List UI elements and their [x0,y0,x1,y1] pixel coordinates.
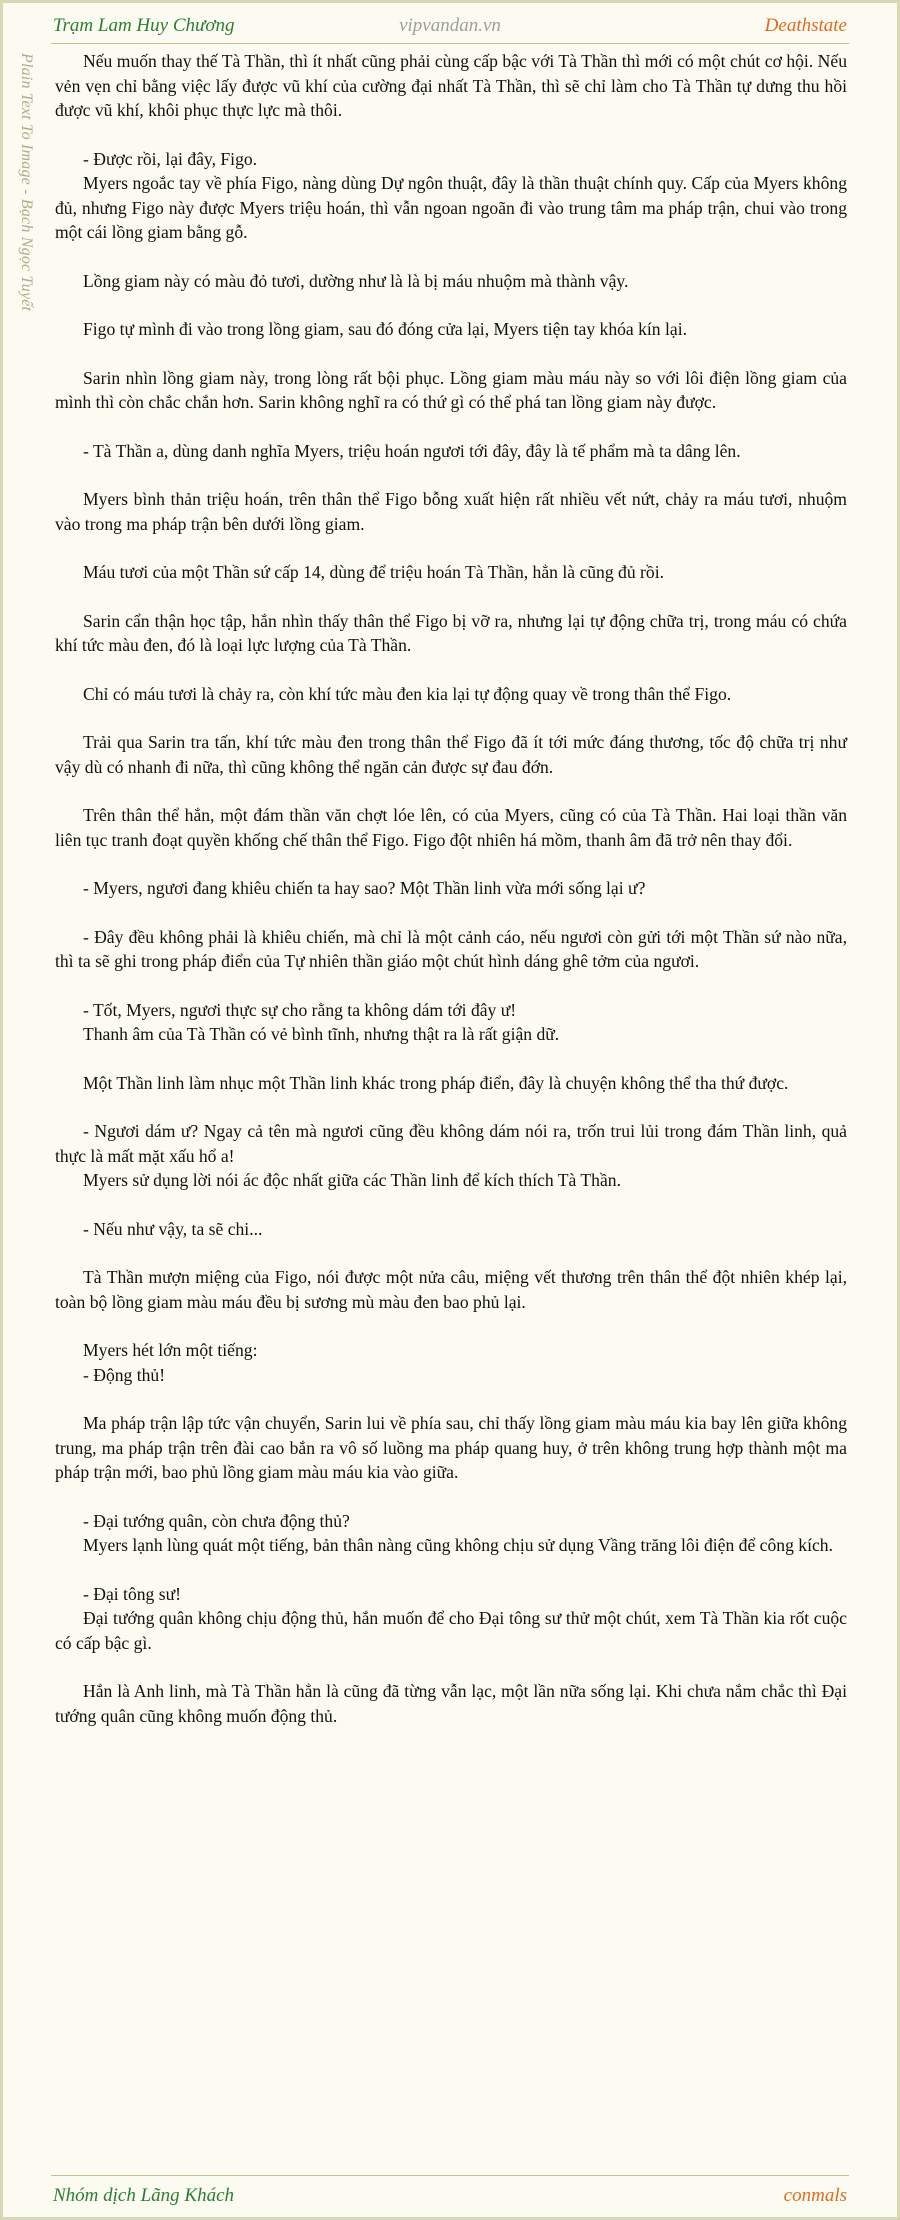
paragraph-gap [55,658,847,682]
paragraph: Trải qua Sarin tra tấn, khí tức màu đen trong thân thể Figo đã ít tới mức đáng thương, tốc độ chữa trị như vậy dù có nhanh đi nữa, thì cũng không thể ngăn cản được sự đau đớn. [55,732,847,777]
paragraph-gap [55,1558,847,1582]
paragraph: Myers sử dụng lời nói ác độc nhất giữa các Thần linh để kích thích Tà Thần. [83,1170,621,1190]
paragraph-gap [55,463,847,487]
paragraph-gap [55,585,847,609]
paragraph-gap [55,1314,847,1338]
page-header [53,15,847,39]
paragraph-gap [55,901,847,925]
paragraph: Chỉ có máu tươi là chảy ra, còn khí tức màu đen kia lại tự động quay về trong thân thể Figo. [83,683,732,704]
paragraph: Myers bình thản triệu hoán, trên thân thể Figo bỗng xuất hiện rất nhiều vết nứt, chảy ra máu tươi, nhuộm vào trong ma pháp trận bên dưới lồng giam. [55,489,847,534]
footer-translator-group: Nhóm dịch Lãng Khách [53,2185,235,2206]
paragraph: - Tà Thần a, dùng danh nghĩa Myers, triệu hoán ngươi tới đây, đây là tế phẩm mà ta dâng lên. [83,440,741,461]
paragraph: - Động thủ! [83,1364,166,1385]
paragraph: Nếu muốn thay thế Tà Thần, thì ít nhất cũng phải cùng cấp bậc với Tà Thần thì mới có một chút cơ hội. Nếu vẻn vẹn chỉ bằng việc lấy được vũ khí của cường đại nhất Tà Thần, thì sẽ chỉ làm cho Tà Thần tự dưng thu hồi được vũ khí, khôi phục thực lực mà thôi. [55,51,847,120]
paragraph: Myers ngoắc tay về phía Figo, nàng dùng Dự ngôn thuật, đây là thần thuật chính quy. Cấp của Myers không đủ, nhưng Figo này được Myers triệu hoán, thì vẫn ngoan ngoãn đi vào trung tâm ma pháp trận, chui vào trong một cái lồng giam bằng gỗ. [55,173,847,242]
header-group-name: Trạm Lam Huy Chương [53,15,235,36]
paragraph: Ma pháp trận lập tức vận chuyển, Sarin lui về phía sau, chỉ thấy lồng giam màu máu kia bay lên giữa không trung, ma pháp trận trên đài cao bắn ra vô số luồng ma pháp quang huy, ở trên không trung hợp thành một ma pháp trận mới, bao phủ lồng giam màu máu kia vào giữa. [55,1413,847,1482]
header-site-name: vipvandan.vn [399,15,501,36]
paragraph: Lồng giam này có màu đỏ tươi, dường như là là bị máu nhuộm mà thành vậy. [83,270,629,291]
paragraph-gap [55,1047,847,1071]
paragraph: - Đại tông sư! [83,1583,181,1604]
paragraph: Myers lạnh lùng quát một tiếng, bản thân nàng cũng không chịu sử dụng Vầng trăng lôi điện để công kích. [83,1535,833,1555]
paragraph: - Tốt, Myers, ngươi thực sự cho rằng ta không dám tới đây ư! [83,999,517,1020]
paragraph-gap [55,245,847,269]
paragraph-gap [55,123,847,147]
paragraph-gap [55,779,847,803]
paragraph-gap [55,852,847,876]
paragraph: Sarin nhìn lồng giam này, trong lòng rất bội phục. Lồng giam màu máu này so với lôi điện lồng giam của mình thì còn chắc chắn hơn. Sarin không nghĩ ra có thứ gì có thể phá tan lồng giam này được. [55,367,847,412]
paragraph: Thanh âm của Tà Thần có vẻ bình tĩnh, nhưng thật ra là rất giận dữ. [83,1024,560,1044]
paragraph-gap [55,1387,847,1411]
header-divider [51,43,849,44]
paragraph: Máu tươi của một Thần sứ cấp 14, dùng để triệu hoán Tà Thần, hẳn là cũng đủ rồi. [83,562,664,582]
side-watermark-text: Plain Text To Image - Bạch Ngọc Tuyết [18,53,35,312]
paragraph: - Đây đều không phải là khiêu chiến, mà chỉ là một cảnh cáo, nếu ngươi còn gửi tới một Thần sứ nào nữa, thì ta sẽ ghi trong pháp điển của Tự nhiên thần giáo một chút hình dáng ghê tởm của ngươi. [55,926,847,971]
paragraph: Figo tự mình đi vào trong lồng giam, sau đó đóng cửa lại, Myers tiện tay khóa kín lại. [83,319,687,339]
paragraph-gap [55,415,847,439]
chapter-text [55,49,847,1728]
paragraph: - Myers, ngươi đang khiêu chiến ta hay sao? Một Thần linh vừa mới sống lại ư? [83,878,646,898]
paragraph-gap [55,1193,847,1217]
paragraph: Một Thần linh làm nhục một Thần linh khác trong pháp điển, đây là chuyện không thể tha thứ được. [83,1072,789,1093]
paragraph: - Ngươi dám ư? Ngay cả tên mà ngươi cũng đều không dám nói ra, trốn trui lủi trong đám Thần linh, quả thực là mất mặt xấu hổ a! [55,1121,847,1166]
paragraph-gap [55,1241,847,1265]
paragraph: Hắn là Anh linh, mà Tà Thần hẳn là cũng đã từng vẫn lạc, một lần nữa sống lại. Khi chưa nắm chắc thì Đại tướng quân cũng không muốn động thủ. [55,1681,847,1726]
paragraph-gap [55,342,847,366]
paragraph-gap [55,1485,847,1509]
footer-editor-name: conmals [783,2185,847,2206]
paragraph: Myers hét lớn một tiếng: [83,1340,258,1360]
paragraph: Đại tướng quân không chịu động thủ, hắn muốn để cho Đại tông sư thử một chút, xem Tà Thần kia rốt cuộc có cấp bậc gì. [55,1608,847,1653]
page-footer [53,2185,847,2209]
footer-divider [51,2175,849,2176]
paragraph-gap [55,1095,847,1119]
paragraph-gap [55,974,847,998]
paragraph: - Nếu như vậy, ta sẽ chi... [83,1218,263,1239]
paragraph: Sarin cẩn thận học tập, hắn nhìn thấy thân thể Figo bị vỡ ra, nhưng lại tự động chữa trị, trong máu có chứa khí tức màu đen, đó là loại lực lượng của Tà Thần. [55,610,847,655]
paragraph-gap [55,1655,847,1679]
paragraph: - Được rồi, lại đây, Figo. [83,148,258,169]
paragraph-gap [55,536,847,560]
paragraph: Trên thân thể hắn, một đám thần văn chợt lóe lên, có của Myers, cũng có của Tà Thần. Hai loại thần văn liên tục tranh đoạt quyền khống chế thân thể Figo. Figo đột nhiên há mồm, thanh âm đã trở nên thay đổi. [55,805,847,850]
header-book-title: Deathstate [764,15,847,36]
paragraph: Tà Thần mượn miệng của Figo, nói được một nửa câu, miệng vết thương trên thân thể đột nhiên khép lại, toàn bộ lồng giam màu máu đều bị sương mù màu đen bao phủ lại. [55,1267,847,1312]
paragraph: - Đại tướng quân, còn chưa động thủ? [83,1510,350,1531]
paragraph-gap [55,293,847,317]
paragraph-gap [55,706,847,730]
